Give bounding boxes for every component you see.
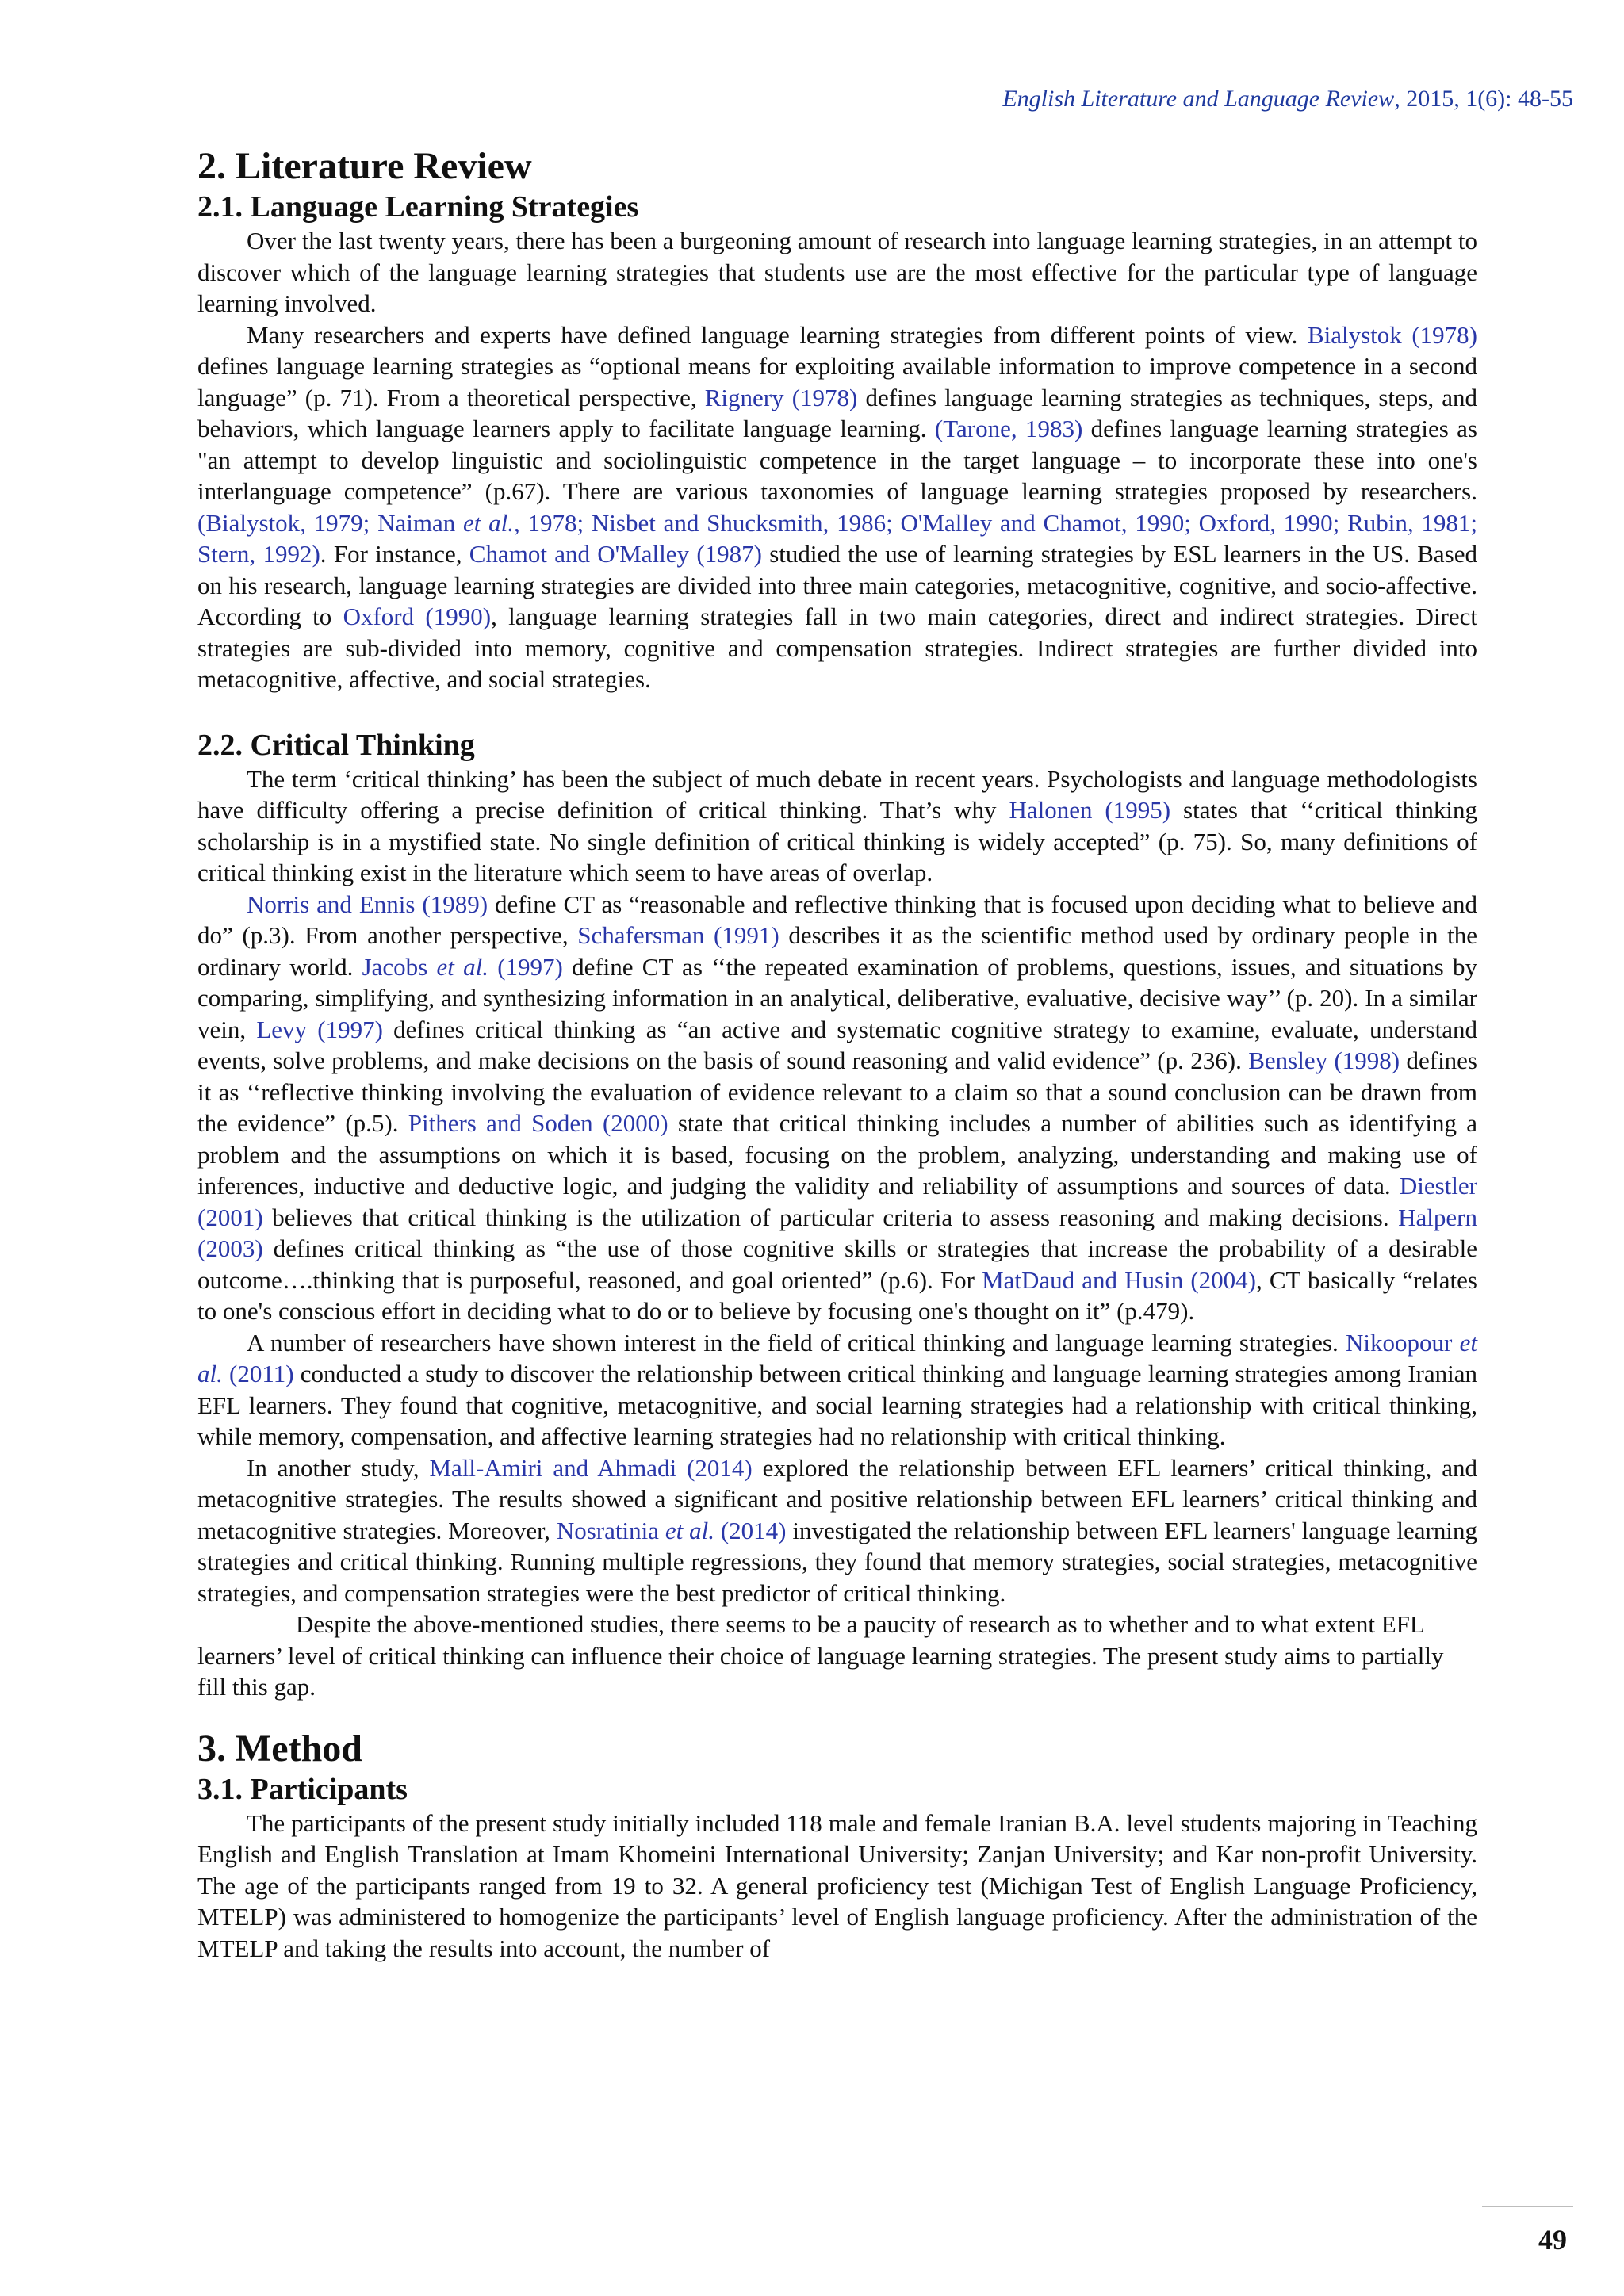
citation-link[interactable]: Mall-Amiri and Ahmadi (2014): [429, 1453, 753, 1482]
citation-link[interactable]: Pithers and Soden (2000): [408, 1109, 668, 1137]
spacer: [197, 1703, 1477, 1727]
citation-link[interactable]: Halonen (1995): [1009, 796, 1171, 824]
paragraph: Despite the above-mentioned studies, there seems to be a paucity of research as to whether and to what extent EFL learners’ level of critical thinking can influence their choice of language learning strategies. The present study aims to partially fill this gap.: [197, 1610, 1444, 1701]
citation-link[interactable]: et al.: [197, 1328, 1477, 1387]
paragraph: The participants of the present study initially included 118 male and female Iranian B.A. level students majoring in Teaching English and English Translation at Imam Khomeini International University; Zanjan University; and Kar non-profit University. The age of the participants ranged from 19 to 32. A general proficiency test (Michigan Test of English Language Proficiency, MTELP) was administered to homogenize the participants’ level of English language proficiency. After the administration of the MTELP and taking the results into account, the number of: [197, 1808, 1477, 1962]
citation-link[interactable]: Chamot and O'Malley (1987): [469, 540, 762, 568]
paragraph: In another study, Mall-Amiri and Ahmadi (2014) explored the relationship between EFL learners’ critical thinking, and metacognitive strategies. The results showed a significant and positive relationship between EFL learners’ critical thinking and metacognitive strategies. Moreover, Nosratinia et al. (2014) investigated the relationship between EFL learners' language learning strategies and critical thinking. Running multiple regressions, they found that memory strategies, social strategies, metacognitive strategies, and compensation strategies were the best predictor of critical thinking.: [197, 1453, 1477, 1607]
page-body: [197, 144, 1477, 1964]
citation-link[interactable]: Rignery (1978): [704, 383, 858, 411]
running-header: [1002, 86, 1573, 113]
citation-link[interactable]: et al.: [436, 952, 488, 981]
citation-link[interactable]: Nikoopour: [1346, 1328, 1460, 1357]
paragraph: A number of researchers have shown interest in the field of critical thinking and language learning strategies. Nikoopour et al. (2011) conducted a study to discover the relationship between critical thinking and language learning strategies among Iranian EFL learners. They found that cognitive, metacognitive, and social learning strategies had a relationship with critical thinking, while memory, compensation, and affective learning strategies had no relationship with critical thinking.: [197, 1328, 1477, 1450]
citation-link[interactable]: Bialystok (1978): [1307, 320, 1477, 349]
citation-link[interactable]: (2014): [714, 1516, 787, 1544]
citation-link[interactable]: Norris and Ennis (1989): [247, 890, 488, 918]
section-title-literature-review: 2. Literature Review: [197, 145, 532, 187]
paragraph: Many researchers and experts have defined language learning strategies from different points of view. Bialystok (1978) defines language learning strategies as “optional means for exploiting available information to improve competence in a second language” (p. 71). From a theoretical perspective, Rignery (1978) defines language learning strategies as techniques, steps, and behaviors, which language learners apply to facilitate language learning. (Tarone, 1983) defines language learning strategies as "an attempt to develop linguistic and sociolinguistic competence in the target language – to incorporate these into one's interlanguage competence” (p.67). There are various taxonomies of language learning strategies proposed by researchers. (Bialystok, 1979; Naiman et al., 1978; Nisbet and Shucksmith, 1986; O'Malley and Chamot, 1990; Oxford, 1990; Rubin, 1981; Stern, 1992). For instance, Chamot and O'Malley (1987) studied the use of learning strategies by ESL learners in the US. Based on his research, language learning strategies are divided into three main categories, metacognitive, cognitive, and socio-affective. According to Oxford (1990), language learning strategies fall in two main categories, direct and indirect strategies. Direct strategies are sub-divided into memory, cognitive and compensation strategies. Indirect strategies are further divided into metacognitive, affective, and social strategies.: [197, 320, 1477, 693]
citation-link[interactable]: (1997): [488, 952, 563, 981]
citation-link[interactable]: et al.: [462, 508, 514, 537]
subsection-title-critical-thinking: 2.2. Critical Thinking: [197, 728, 475, 762]
journal-name: English Literature and Language Review: [1002, 86, 1395, 112]
citation-link[interactable]: Levy (1997): [256, 1015, 383, 1043]
citation-link[interactable]: (Tarone, 1983): [934, 415, 1083, 442]
paragraph: Over the last twenty years, there has been a burgeoning amount of research into language learning strategies, in an attempt to discover which of the language learning strategies that students use are the most effective for the particular type of language learning involved.: [197, 227, 1477, 317]
citation-link[interactable]: (2011): [222, 1360, 294, 1387]
citation-link[interactable]: , 1978; Nisbet and Shucksmith, 1986; O'Malley and Chamot, 1990; Oxford, 1990; Rubin, 1981; Stern, 1992): [197, 508, 1477, 568]
citation-link[interactable]: Oxford (1990): [343, 603, 492, 630]
citation-link[interactable]: Schafersman (1991): [577, 921, 779, 949]
subsection-title-language-learning-strategies: 2.1. Language Learning Strategies: [197, 190, 639, 224]
paragraph: Norris and Ennis (1989) define CT as “reasonable and reflective thinking that is focused upon deciding what to believe and do” (p.3). From another perspective, Schafersman (1991) describes it as the scientific method used by ordinary people in the ordinary world. Jacobs et al. (1997) define CT as ‘‘the repeated examination of problems, questions, issues, and situations by comparing, simplifying, and synthesizing information in an analytical, deliberative, evaluative, decisive way’’ (p. 20). In a similar vein, Levy (1997) defines critical thinking as “an active and systematic cognitive strategy to examine, evaluate, understand events, solve problems, and make decisions on the basis of sound reasoning and valid evidence” (p. 236). Bensley (1998) defines it as ‘‘reflective thinking involving the evaluation of evidence relevant to a claim so that a sound conclusion can be drawn from the evidence” (p.5). Pithers and Soden (2000) state that critical thinking includes a number of abilities such as identifying a problem and the assumptions on which it is based, focusing on the problem, analyzing, understanding and making use of inferences, inductive and deductive logic, and judging the validity and reliability of assumptions and sources of data. Diestler (2001) believes that critical thinking is the utilization of particular criteria to assess reasoning and making decisions. Halpern (2003) defines critical thinking as “the use of those cognitive skills or strategies that increase the probability of a desirable outcome….thinking that is purposeful, reasoned, and goal oriented” (p.6). For MatDaud and Husin (2004), CT basically “relates to one's conscious effort in deciding what to do or to believe by focusing one's thought on it” (p.479).: [197, 890, 1478, 1325]
citation-link[interactable]: Bensley (1998): [1248, 1047, 1400, 1074]
footer-divider: [1482, 2206, 1573, 2207]
citation-link[interactable]: MatDaud and Husin (2004): [982, 1265, 1256, 1294]
subsection-title-participants: 3.1. Participants: [197, 1772, 408, 1806]
citation-link[interactable]: Jacobs: [362, 952, 437, 981]
section-title-method: 3. Method: [197, 1727, 362, 1770]
citation-link[interactable]: (Bialystok, 1979; Naiman: [197, 508, 463, 537]
citation-link[interactable]: Nosratinia: [556, 1516, 665, 1544]
page-number: 49: [1538, 2224, 1567, 2256]
citation-link[interactable]: Halpern (2003): [197, 1203, 1477, 1262]
citation-link[interactable]: et al.: [665, 1516, 714, 1544]
spacer: [197, 695, 1477, 727]
paragraph: The term ‘critical thinking’ has been the subject of much debate in recent years. Psychologists and language methodologists have difficulty offering a precise definition of critical thinking. That’s why Halonen (1995) states that ‘‘critical thinking scholarship is in a mystified state. No single definition of critical thinking is widely accepted” (p. 75). So, many definitions of critical thinking exist in the literature which seem to have areas of overlap.: [197, 764, 1477, 886]
citation-link[interactable]: Diestler (2001): [197, 1172, 1477, 1231]
journal-volume-pages: , 2015, 1(6): 48-55: [1394, 86, 1573, 112]
